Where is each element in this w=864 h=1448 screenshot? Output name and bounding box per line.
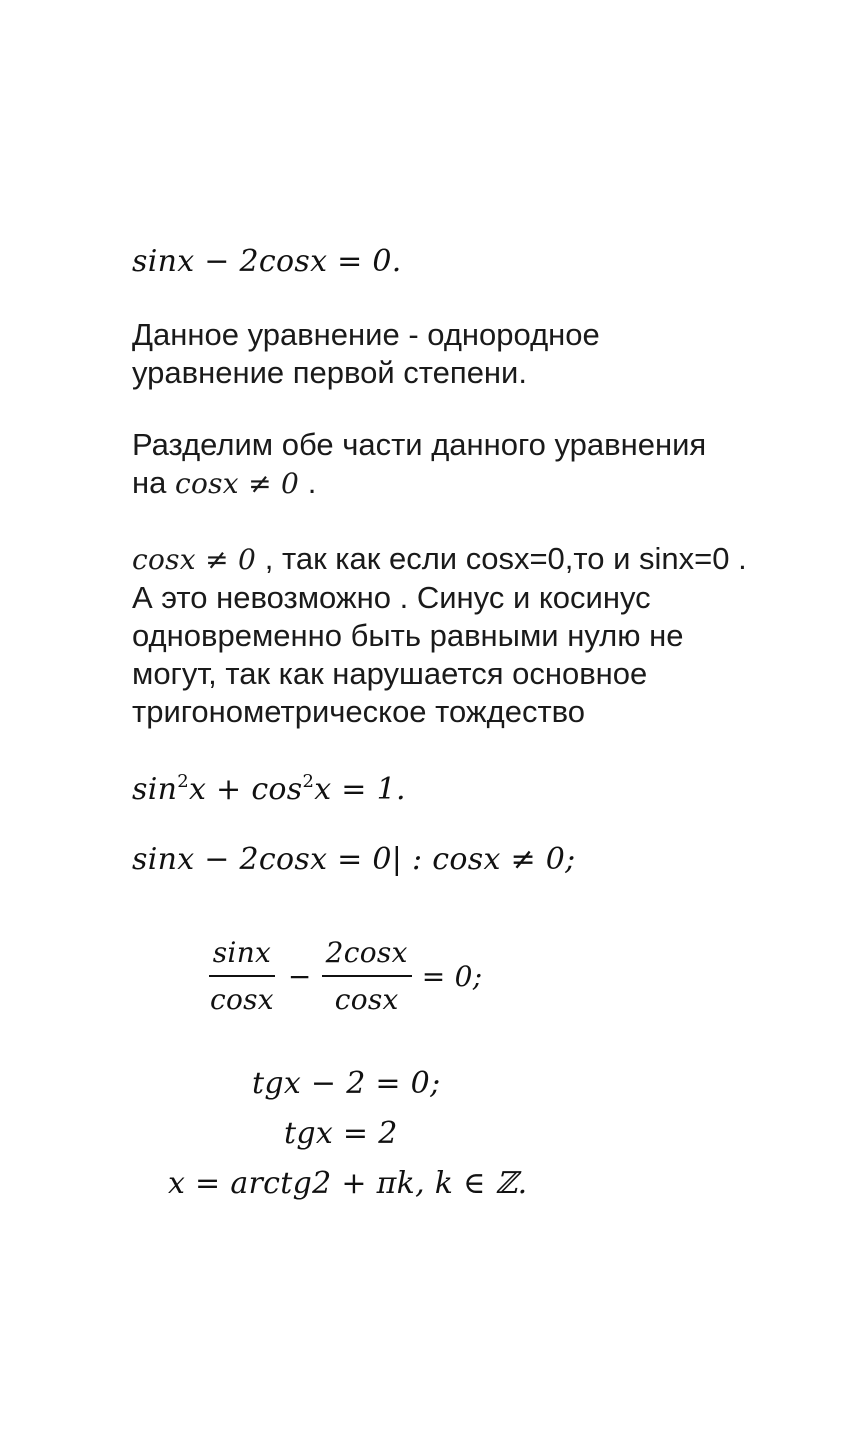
equation-tg-minus: tgx − 2 = 0; (252, 1066, 441, 1101)
paragraph-homogeneous-line-2: уравнение первой степени. (132, 355, 527, 390)
paragraph-explanation-math: cosx ≠ 0 (132, 543, 257, 576)
identity-x2: x = 1. (314, 772, 406, 807)
fraction-1-denominator: cosx (210, 983, 274, 1016)
equation-fraction (200, 936, 483, 1016)
fraction-rest: = 0; (421, 959, 483, 993)
equation-solution: x = arctg2 + πk, k ∈ ℤ. (168, 1166, 528, 1201)
equation-tg: tgx = 2 (284, 1116, 398, 1151)
fraction-minus: − (287, 959, 312, 993)
paragraph-homogeneous (132, 316, 600, 392)
paragraph-homogeneous-line-1: Данное уравнение - однородное (132, 317, 600, 352)
identity-sin: sin (132, 772, 178, 807)
paragraph-explanation-line-1 (132, 540, 747, 579)
paragraph-divide-line-1: Разделим обе части данного уравнения (132, 427, 707, 462)
fraction-2 (322, 936, 412, 1016)
identity-x1: x + (188, 772, 252, 807)
equation-original: sinx − 2cosx = 0. (132, 244, 402, 279)
paragraph-explanation-line-1-rest: , так как если cosx=0,то и sinx=0 . (256, 541, 747, 576)
fraction-2-denominator: cosx (334, 983, 399, 1016)
identity-power-2: 2 (302, 771, 315, 792)
paragraph-explanation-line-2: А это невозможно . Синус и косинус (132, 580, 651, 615)
paragraph-divide (132, 426, 706, 503)
paragraph-explanation-line-5: тригонометрическое тождество (132, 694, 586, 729)
equation-identity (132, 772, 406, 807)
paragraph-divide-line-2 (132, 464, 706, 503)
fraction-1 (206, 936, 278, 1016)
equation-divide: sinx − 2cosx = 0| : cosx ≠ 0; (132, 842, 576, 877)
identity-cos: cos (251, 772, 303, 807)
paragraph-explanation-line-4: могут, так как нарушается основное (132, 656, 648, 691)
paragraph-explanation-line-3: одновременно быть равными нулю не (132, 618, 684, 653)
paragraph-divide-suffix: . (299, 465, 317, 500)
fraction-2-numerator: 2cosx (322, 936, 412, 977)
paragraph-explanation (132, 540, 747, 731)
fraction-1-numerator: sinx (209, 936, 275, 977)
paragraph-divide-prefix: на (132, 465, 175, 500)
paragraph-divide-math: cosx ≠ 0 (174, 467, 300, 500)
identity-power-1: 2 (177, 771, 189, 792)
